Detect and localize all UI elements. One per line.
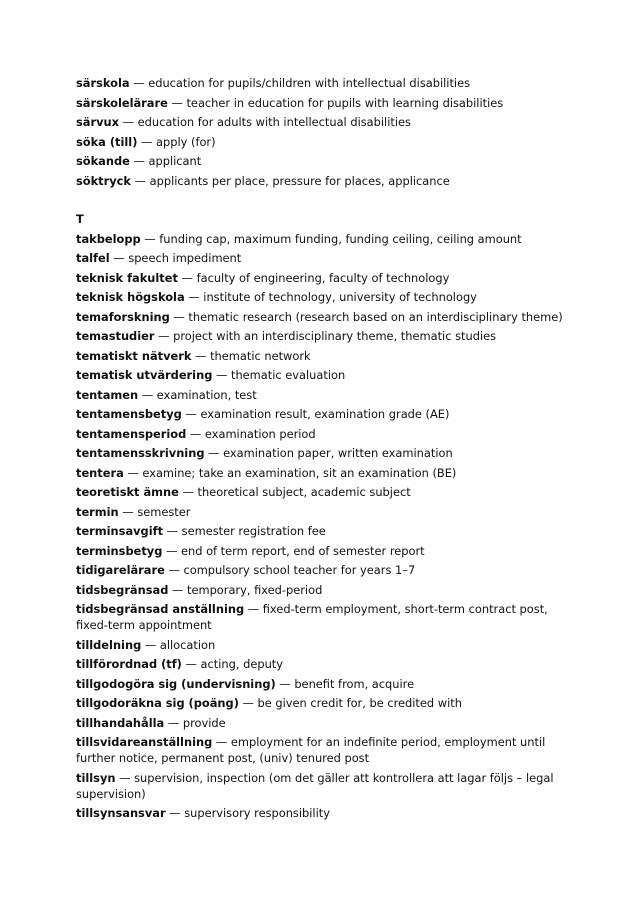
glossary-separator: — [204,446,224,460]
glossary-term: talfel [76,251,110,265]
glossary-term: teknisk högskola [76,290,185,304]
glossary-entry [76,637,566,653]
section-gap [76,192,566,211]
glossary-entry [76,562,566,578]
glossary-term: tillhandahålla [76,715,165,730]
glossary-definition: supervision, inspection (om det gäller att kontrollera att lagar följs – legal supervision) [76,770,554,801]
glossary-entry [76,328,566,344]
glossary-definition: examination period [204,426,316,441]
glossary-term: tidigarelärare [76,563,165,577]
glossary-definition: acting, deputy [200,657,283,671]
glossary-separator: — [129,76,149,90]
glossary-separator: — [212,368,231,382]
glossary-term: tidsbegränsad anställning [76,602,245,616]
glossary-definition: thematic network [210,348,311,363]
glossary-term: sökande [76,154,130,168]
glossary-entry [76,601,566,633]
glossary-term: tillsynsansvar [76,806,166,820]
glossary-definition: funding cap, maximum funding, funding ceiling, ceiling amount [159,231,522,246]
glossary-definition: project with an interdisciplinary theme, thematic studies [173,329,497,343]
glossary-term: termin [76,504,119,519]
glossary-definition: fixed-term employment, short-term contract post, fixed-term appointment [76,602,548,632]
glossary-entry [76,805,566,821]
glossary-term: tentamensperiod [76,426,187,441]
glossary-definition: applicants per place, pressure for places, applicance [149,173,450,188]
glossary-entry [76,715,566,731]
glossary-separator: — [164,715,183,730]
glossary-separator: — [181,657,201,671]
glossary-term: tillförordnad (tf) [76,657,182,671]
glossary-separator: — [140,231,160,246]
glossary-separator: — [164,563,184,577]
glossary-separator: — [181,407,201,421]
glossary-entry [76,582,566,598]
glossary-definition: examination, test [156,387,257,402]
glossary-separator: — [167,95,187,110]
glossary-term: terminsavgift [76,524,164,538]
glossary-term: teknisk fakultet [76,270,178,285]
glossary-separator: — [168,582,187,597]
glossary-term: särvux [76,115,119,129]
glossary-entry [76,523,566,539]
glossary-definition: end of term report, end of semester report [181,543,425,558]
glossary-separator: — [118,504,138,519]
glossary-term: tentamensbetyg [76,407,182,421]
glossary-entry [76,114,566,130]
glossary-term: tematisk utvärdering [76,368,213,382]
glossary-separator: — [138,387,157,402]
glossary-definition: semester registration fee [181,524,326,538]
glossary-entry [76,348,566,364]
glossary-entry [76,153,566,169]
glossary-definition: be given credit for, be credited with [257,696,462,710]
glossary-entry [76,504,566,520]
glossary-entry [76,309,566,325]
glossary-entry [76,231,566,247]
glossary-entry [76,465,566,481]
glossary-separator: — [109,251,129,265]
glossary-definition: teacher in education for pupils with learning disabilities [186,95,504,110]
glossary-definition: benefit from, acquire [294,676,415,691]
glossary-term: tentera [76,465,124,480]
glossary-term: tillgodogöra sig (undervisning) [76,676,276,691]
glossary-separator: — [154,329,174,343]
glossary-section-t [76,231,566,822]
glossary-separator: — [212,735,231,749]
glossary-separator: — [129,154,149,168]
glossary-separator: — [178,485,198,499]
glossary-term: söktryck [76,173,131,188]
glossary-term: terminsbetyg [76,543,163,558]
glossary-section-s [76,75,566,189]
glossary-separator: — [238,696,258,710]
glossary-entry [76,406,566,422]
glossary-term: tentamen [76,387,139,402]
glossary-term: särskola [76,76,130,90]
glossary-definition: institute of technology, university of technology [203,290,477,304]
glossary-entry [76,289,566,305]
glossary-separator: — [123,465,143,480]
glossary-entry [76,543,566,559]
glossary-term: tilldelning [76,637,142,652]
glossary-entry [76,445,566,461]
glossary-definition: semester [137,504,191,519]
glossary-entry [76,250,566,266]
glossary-separator: — [137,134,157,149]
glossary-definition: compulsory school teacher for years 1–7 [183,563,416,577]
glossary-definition: temporary, fixed-period [187,582,323,597]
glossary-definition: employment for an indefinite period, employment until further notice, permanent post, (univ) tenured post [76,735,546,765]
glossary-separator: — [165,806,185,820]
glossary-entry [76,484,566,500]
glossary-term: särskolelärare [76,95,168,110]
glossary-separator: — [186,426,205,441]
glossary-term: söka (till) [76,134,138,149]
glossary-term: tentamensskrivning [76,446,205,460]
glossary-separator: — [191,348,211,363]
glossary-separator: — [169,309,189,324]
glossary-term: tillsvidareanställning [76,735,213,749]
glossary-separator: — [177,270,197,285]
glossary-entry [76,695,566,711]
glossary-definition: supervisory responsibility [184,806,330,820]
glossary-term: tillgodoräkna sig (poäng) [76,696,239,710]
glossary-separator: — [275,676,295,691]
glossary-entry [76,95,566,111]
glossary-definition: theoretical subject, academic subject [197,485,411,499]
glossary-term: tematiskt nätverk [76,348,192,363]
glossary-definition: education for pupils/children with intellectual disabilities [148,76,471,90]
glossary-definition: speech impediment [128,251,242,265]
glossary-entry [76,734,566,766]
glossary-separator: — [184,290,204,304]
glossary-separator: — [141,637,160,652]
glossary-separator: — [118,115,138,129]
glossary-definition: thematic research (research based on an interdisciplinary theme) [188,309,563,324]
glossary-term: teoretiskt ämne [76,485,179,499]
glossary-separator: — [244,602,263,616]
glossary-definition: education for adults with intellectual disabilities [137,115,411,129]
glossary-separator: — [115,770,135,785]
glossary-entry [76,75,566,91]
glossary-entry [76,387,566,403]
glossary-definition: faculty of engineering, faculty of technology [196,270,450,285]
glossary-term: takbelopp [76,231,141,246]
glossary-definition: applicant [148,154,202,168]
glossary-separator: — [162,543,181,558]
glossary-term: tillsyn [76,770,116,785]
glossary-definition: examine; take an examination, sit an examination (BE) [142,465,457,480]
glossary-entry [76,676,566,692]
glossary-definition: examination paper, written examination [223,446,453,460]
glossary-entry [76,770,566,802]
glossary-page [76,75,566,825]
glossary-definition: thematic evaluation [230,368,346,382]
glossary-definition: examination result, examination grade (AE) [200,407,450,421]
glossary-entry [76,367,566,383]
glossary-entry [76,656,566,672]
glossary-separator: — [131,173,150,188]
glossary-term: temastudier [76,329,155,343]
section-heading-t: T [76,212,84,226]
glossary-entry [76,426,566,442]
glossary-entry [76,134,566,150]
glossary-definition: allocation [159,637,216,652]
glossary-entry [76,173,566,189]
glossary-term: tidsbegränsad [76,582,169,597]
glossary-definition: apply (for) [156,134,216,149]
glossary-term: temaforskning [76,309,170,324]
glossary-entry [76,270,566,286]
glossary-definition: provide [182,715,226,730]
glossary-separator: — [163,524,182,538]
